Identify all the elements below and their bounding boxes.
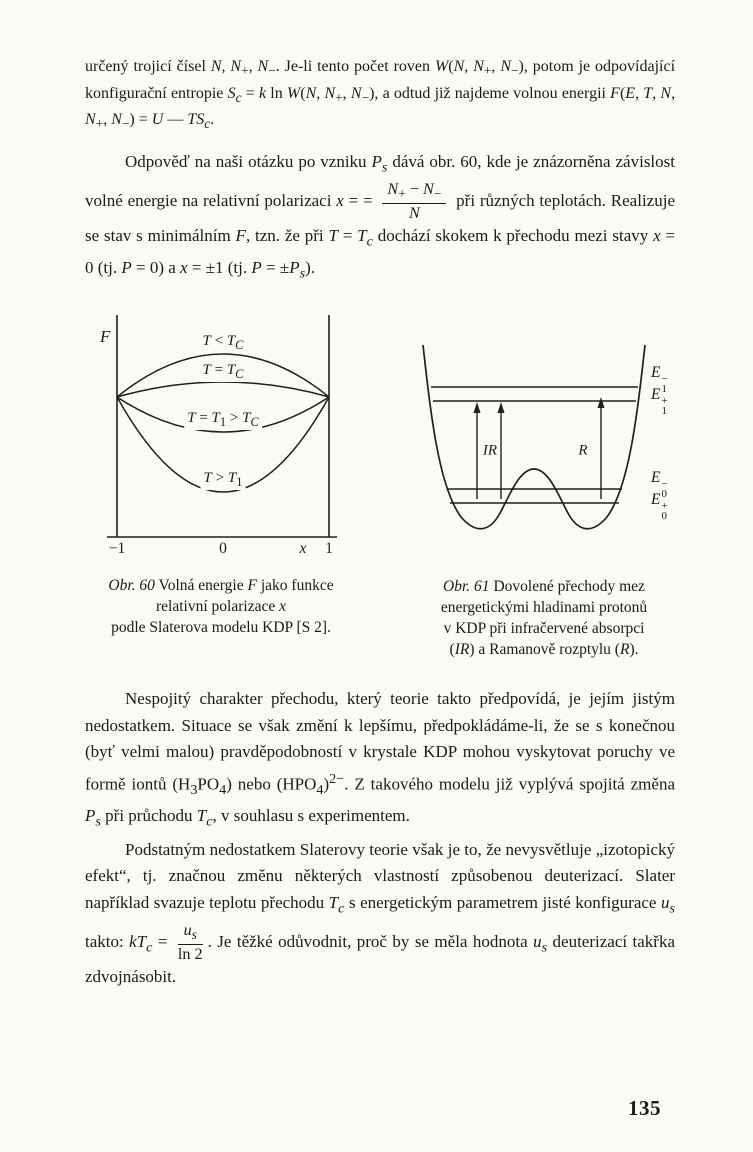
- figures-row: [85, 309, 675, 660]
- double-well-plot-svg: [393, 339, 691, 554]
- energy-level-label-e0-plus: E + 0: [651, 490, 668, 523]
- curve-label-t-above-t1: $T > T_1$: [201, 470, 246, 490]
- energy-level-label-e1-plus: E + 1: [651, 385, 668, 418]
- caption-line: (IR) a Ramanově rozptylu (R).: [449, 641, 639, 658]
- x-tick-zero: 0: [219, 540, 227, 557]
- caption-line: Obr. 61 Dovolené přechody mez: [443, 578, 645, 595]
- energy-level-label-e1-minus: E − 1: [651, 363, 668, 396]
- page-number: 135: [628, 1096, 661, 1120]
- caption-line: Obr. 60 Volná energie F jako funkce: [108, 577, 334, 594]
- energy-levels: [431, 387, 638, 503]
- caption-line: relativní polarizace x: [156, 598, 286, 615]
- energy-level-label-e0-minus: E − 0: [651, 468, 668, 501]
- curve-label-t1-above-tc: $T = T_1 > T_C$: [184, 410, 262, 430]
- curve-label-t-below-tc: $T < T_C$: [200, 333, 247, 353]
- caption-line: energetickými hladinami protonů: [440, 599, 648, 616]
- curve-label-t-equals-tc: $T = T_C$: [200, 362, 247, 382]
- caption-line: v KDP při infračervené absorpci: [443, 620, 645, 637]
- figure-61-plot: [393, 339, 691, 554]
- figure-60-caption: [85, 575, 357, 638]
- infrared-transition-label: IR: [480, 443, 500, 460]
- figure-61: [393, 309, 695, 660]
- raman-transition-label: R: [575, 443, 590, 460]
- paragraph-polarization: Odpověď na naši otázku po vzniku $P_s$ dává obr. 60, kde je znázorněna závislost volné energie na relativní polarizaci x = = $\frac{N_+ - N_-}{N}$ při různých teplotách. Realizuje se stav s minimálním F, tzn. že při $T = T_c$ dochází skokem k přechodu mezi stavy x = 0 (tj. P = 0) a x = ±1 (tj. $P = \pm P_s$).: [85, 152, 676, 282]
- paragraph-defects: Nespojitý charakter přechodu, který teorie takto předpovídá, je jejím jistým nedostatkem. Situace se však změní k lepšímu, předpokládáme-li, že se s konečnou (byť velmi malou) pravděpodobností v krystale KDP mohou vyskytovat poruchy ve formě iontů $(H_3PO_4)$ nebo $(HPO_4)^{2-}$. Z takového modelu již vyplývá spojitá změna $P_s$ při průchodu $T_c$, v souhlasu s experimentem.: [85, 689, 675, 830]
- x-axis-label: x: [299, 540, 307, 557]
- figure-60: [85, 309, 357, 660]
- double-well-potential-curve: [423, 345, 645, 529]
- figure-60-plot: [89, 309, 347, 561]
- text-column: [85, 56, 675, 991]
- caption-line: podle Slaterova modelu KDP [S 2].: [111, 619, 331, 636]
- paragraph-isotope-effect: Podstatným nedostatkem Slaterovy teorie však je to, že nevysvětluje „izotopický efekt“, tj. značnou změnu některých vlastností způsobenou deuterizací. Slater například svazuje teplotu přechodu $T_c$ s energetickým parametrem jisté konfigurace $u_s$ takto: $kT_c$ = $\frac{u_s}{\ln 2}$ . Je těžké odůvodnit, proč by se měla hodnota $u_s$ deuterizací takřka zdvojnásobit.: [85, 839, 676, 987]
- paragraph-entropy: určený trojicí čísel N, $N_+$, $N_-$. Je-li tento počet roven W(N, $N_+$, $N_-$), potom je odpovídající konfigurační entropie $S_c = k$ ln W(N, $N_+$, $N_-$), a odtud již najdeme volnou energii F(E, T, N, $N_+$, $N_-) = U$ — $TS_c$.: [85, 58, 676, 132]
- x-tick-one: 1: [325, 540, 333, 557]
- x-tick-minus-one: −1: [108, 540, 126, 557]
- figure-61-caption: [393, 576, 695, 660]
- f-axis-label: F: [100, 327, 111, 346]
